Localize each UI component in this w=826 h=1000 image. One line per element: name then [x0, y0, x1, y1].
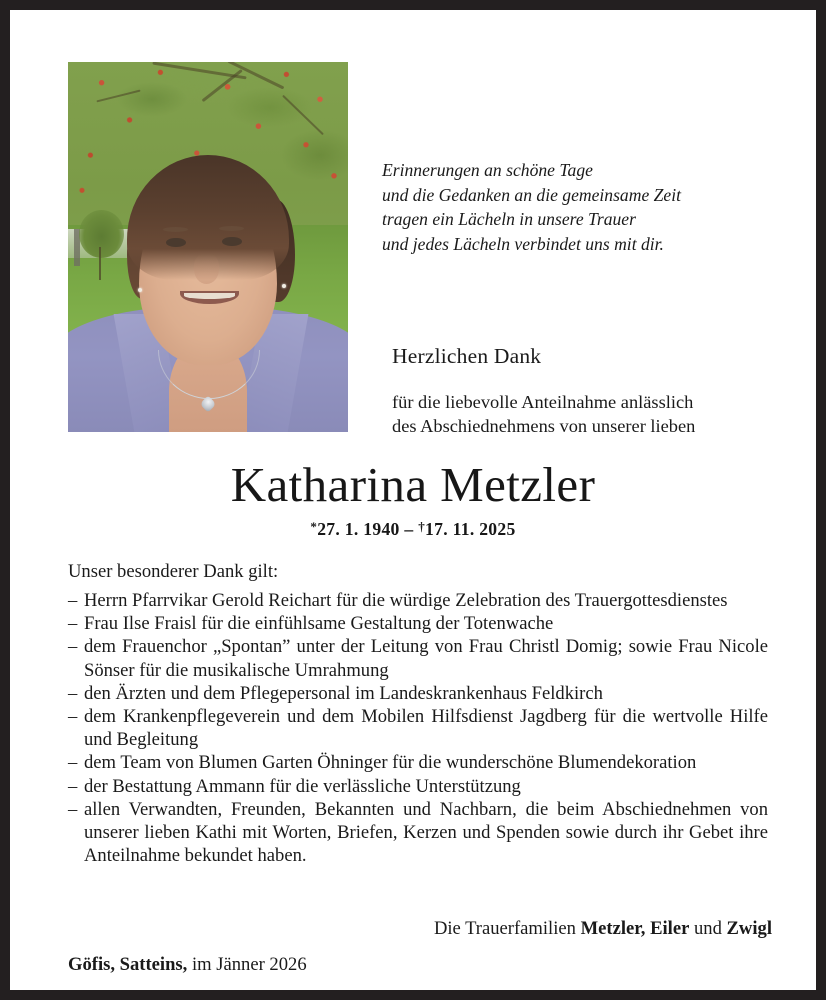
thanks-subtitle-line: für die liebevolle Anteilnahme anlässlich	[392, 392, 694, 412]
verse-line: tragen ein Lächeln in unsere Trauer	[382, 209, 636, 229]
birth-symbol: *	[310, 519, 318, 534]
gratitude-item: – dem Frauenchor „Spontan” unter der Leitung von Frau Christl Domig; sowie Frau Nicole Sönser für die musikalische Umrahmung	[68, 635, 768, 681]
photo-background-tree-trunk	[99, 247, 101, 280]
gratitude-item: – Herrn Pfarrvikar Gerold Reichart für die würdige Zelebration des Trauergottesdienstes	[68, 589, 768, 612]
families-conjunction: und	[689, 918, 727, 939]
gratitude-item: – dem Team von Blumen Garten Öhninger für die wunderschöne Blumendekoration	[68, 751, 768, 774]
families-prefix: Die Trauerfamilien	[433, 918, 581, 939]
thanks-subtitle-line: des Abschiednehmens von unserer lieben	[392, 416, 696, 436]
gratitude-list	[68, 589, 768, 867]
thanks-subtitle	[392, 390, 792, 438]
place-and-date	[68, 954, 307, 976]
gratitude-item: – der Bestattung Ammann für die verlässliche Unterstützung	[68, 775, 768, 798]
verse-line: und jedes Lächeln verbindet uns mit dir.	[382, 233, 664, 254]
date-separator: –	[404, 519, 414, 539]
family-names-secondary: Zwigl	[726, 918, 772, 939]
photo-eye-left	[166, 238, 186, 248]
photo-background-tree	[79, 210, 124, 258]
deceased-portrait-photo	[68, 62, 348, 432]
thanks-heading: Herzlichen Dank	[392, 344, 542, 368]
verse-line: und die Gedanken an die gemeinsame Zeit	[382, 184, 682, 205]
family-names-primary: Metzler, Eiler	[580, 918, 690, 939]
gratitude-item: – dem Krankenpflegeverein und dem Mobilen Hilfsdienst Jagdberg für die wertvolle Hilfe und Begleitung	[68, 705, 768, 751]
photo-eyebrow-right	[219, 226, 244, 231]
photo-scene	[68, 62, 348, 432]
gratitude-item: – Frau Ilse Fraisl für die einfühlsame Gestaltung der Totenwache	[68, 612, 768, 635]
photo-eyebrow-left	[163, 227, 188, 232]
mourning-families	[10, 918, 772, 940]
gratitude-item: – allen Verwandten, Freunden, Bekannten und Nachbarn, die beim Abschiednehmen von unserer lieben Kathi mit Worten, Briefen, Kerzen und Spenden sowie durch ihr Gebet ihre Anteilnahme bekundet haben.	[68, 798, 768, 868]
birth-date: 27. 1. 1940	[317, 519, 400, 539]
verse-line: Erinnerungen an schöne Tage	[382, 160, 593, 180]
memorial-verse	[382, 158, 792, 256]
photo-nose	[194, 254, 219, 284]
gratitude-intro: Unser besonderer Dank gilt:	[68, 561, 279, 582]
gratitude-item: – den Ärzten und dem Pflegepersonal im Landeskrankenhaus Feldkirch	[68, 682, 768, 705]
death-symbol: †	[418, 519, 425, 534]
death-date: 17. 11. 2025	[425, 519, 516, 539]
place-name: Göfis, Satteins,	[68, 954, 188, 975]
deceased-name: Katharina Metzler	[230, 457, 596, 512]
date-line: im Jänner 2026	[187, 954, 307, 975]
photo-eye-right	[222, 237, 242, 247]
obituary-notice-body	[10, 10, 816, 990]
photo-earring-left	[138, 288, 142, 292]
deceased-dates	[10, 519, 816, 540]
